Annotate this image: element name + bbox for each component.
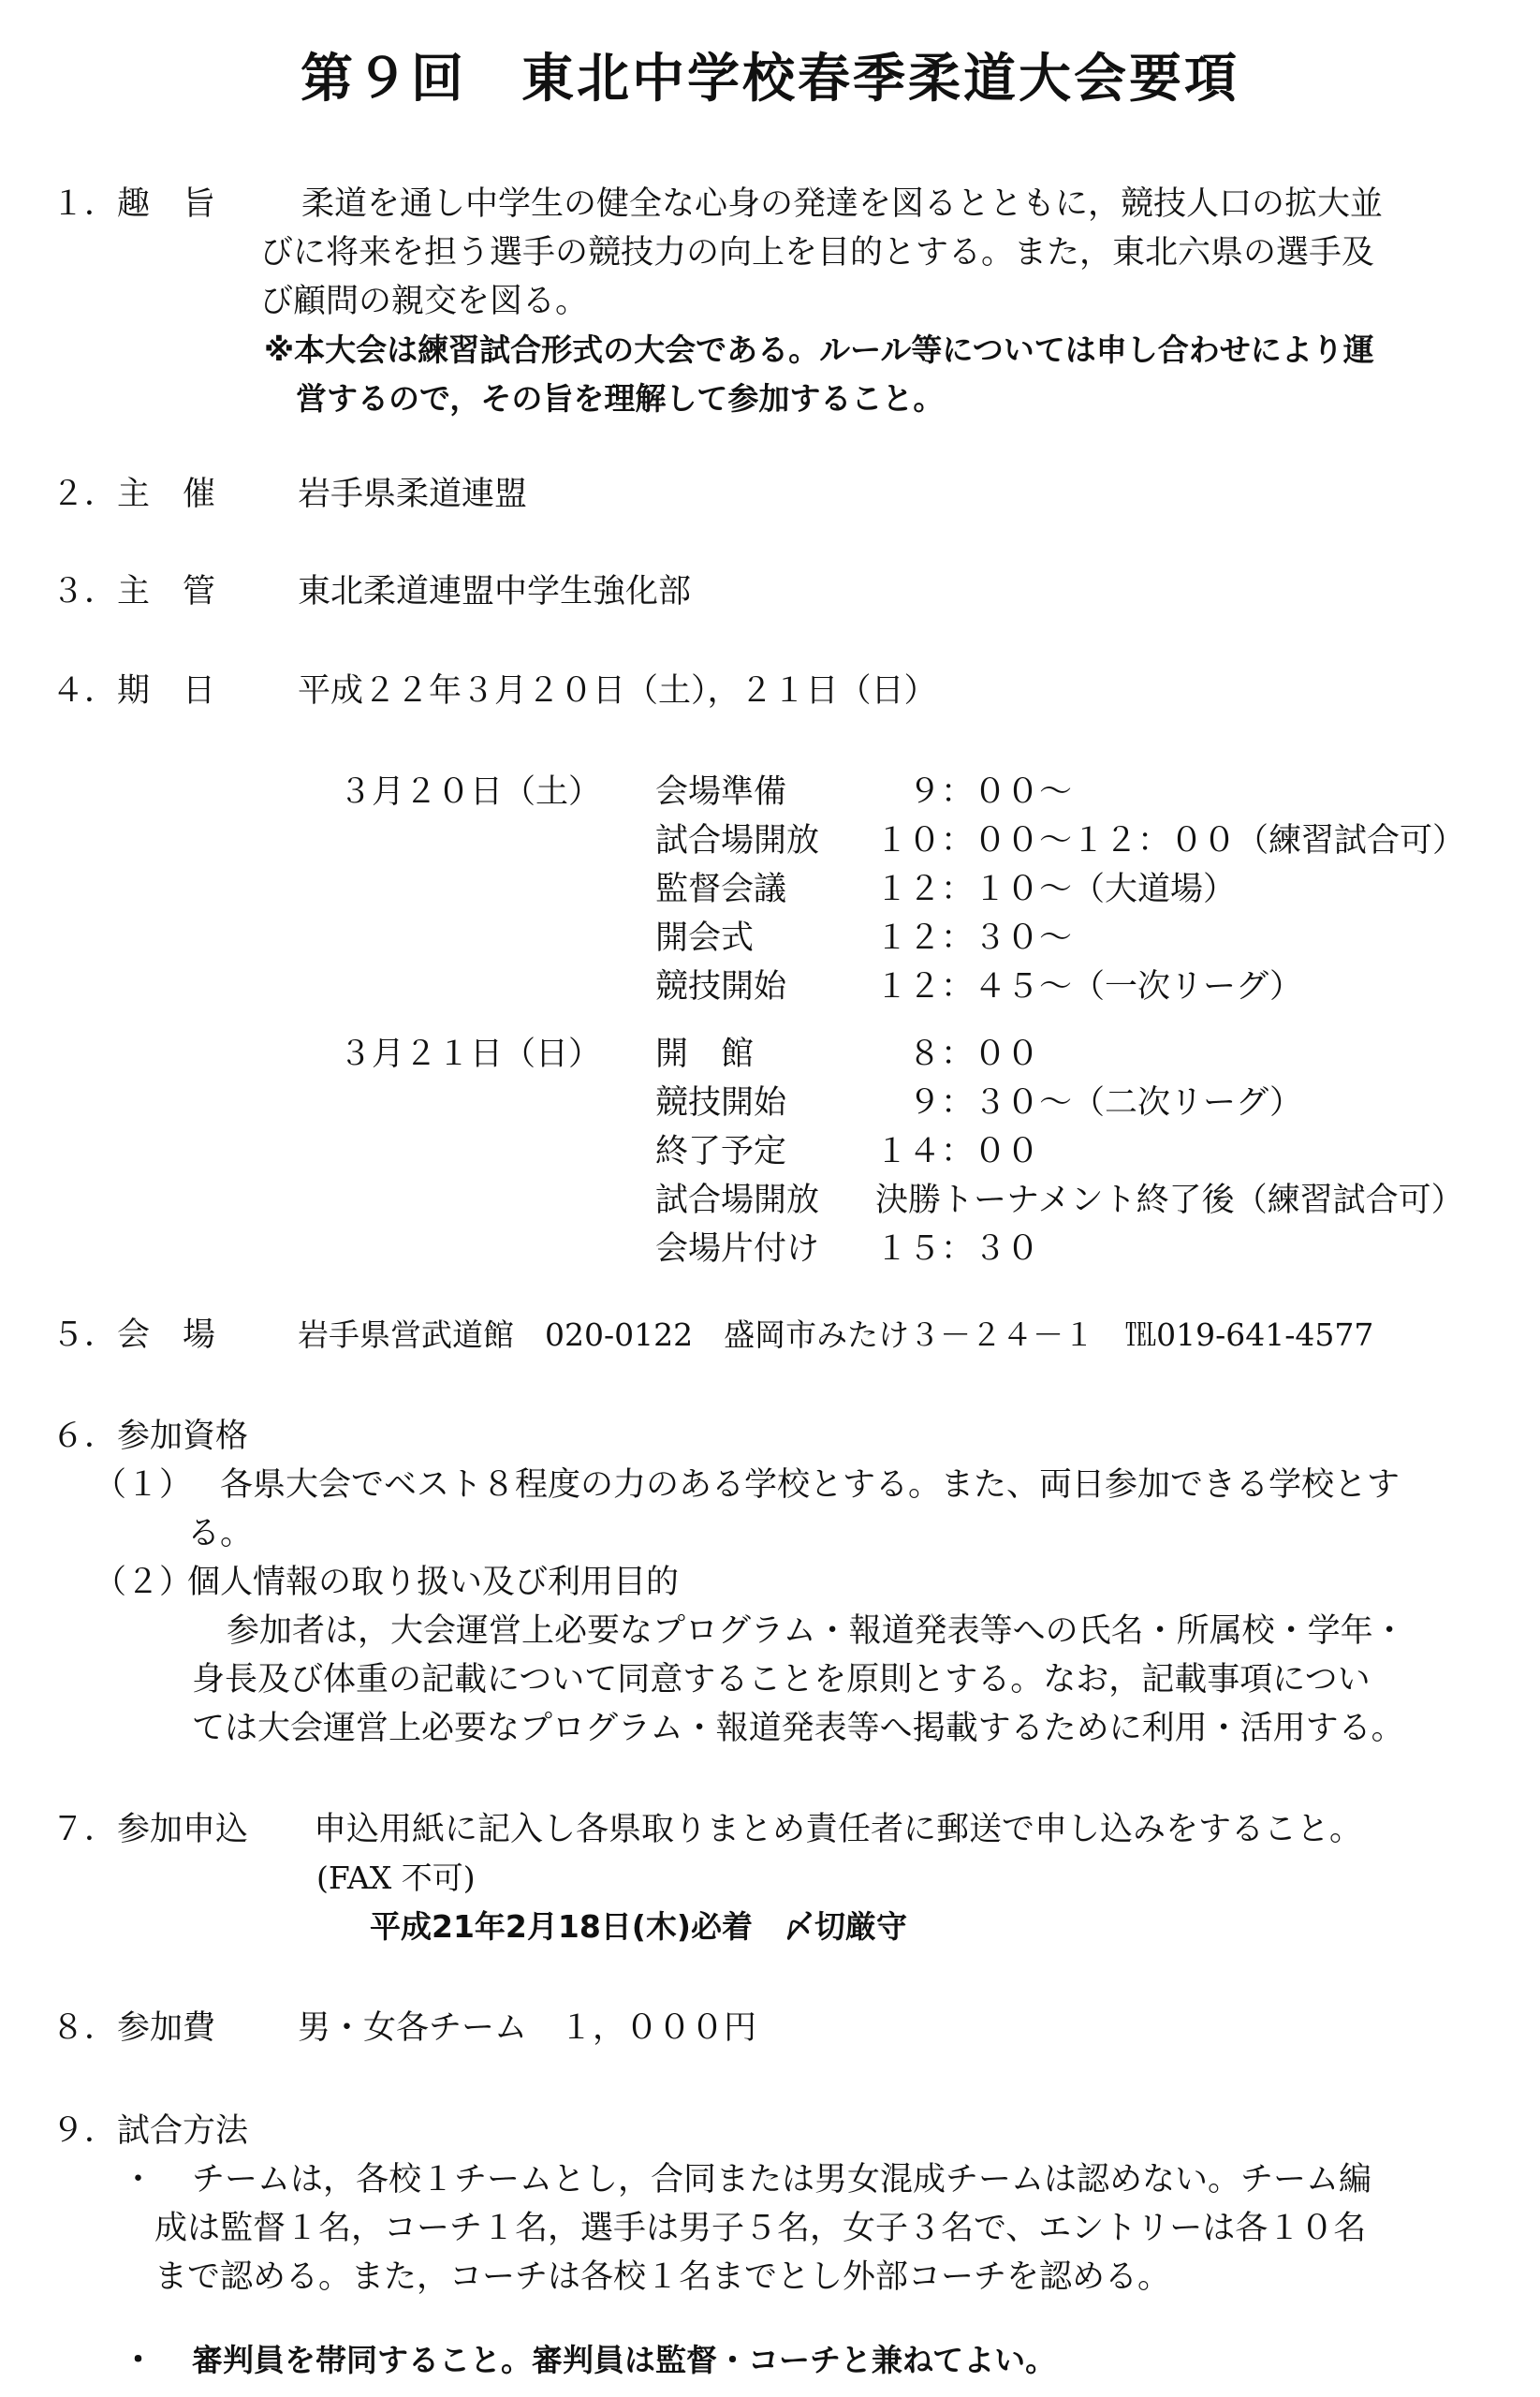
schedule-time: ８：００ [875,1036,1040,1073]
section-6-item-2-line1: 参加者は，大会運営上必要なプログラム・報道発表等への氏名・所属校・学年・ [227,1612,1406,1650]
section-2-number: ２．主 催 [51,476,216,513]
section-1-note-line1: ※本大会は練習試合形式の大会である。ルール等については申し合わせにより運 [264,331,1374,368]
section-9-line3: まで認める。また，コーチは各校１名までとし外部コーチを認める。 [154,2258,1171,2296]
bullet-mark: ・ [122,2342,155,2379]
section-5-text: 岩手県営武道館 020-0122 盛岡市みたけ３－２４－１ ℡019-641-4577 [298,1316,1374,1353]
section-7-number: ７．参加申込 [51,1811,249,1848]
schedule-time: １２：４５～（一次リーグ） [875,968,1303,1006]
section-1-text-line3: び顧問の親交を図る。 [260,283,589,320]
section-6-item-1-number: （１） [94,1466,193,1504]
schedule-time: １４：００ [875,1133,1040,1170]
section-9-line2: 成は監督１名，コーチ１名，選手は男子５名，女子３名で、エントリーは各１０名 [154,2210,1367,2247]
schedule-label: 終了予定 [655,1133,787,1170]
section-6-item-2-number: （２） [94,1564,193,1601]
section-5-number: ５．会 場 [51,1316,216,1354]
schedule-time: １２：３０～ [875,919,1073,957]
section-6-item-1-text-line2: る。 [187,1515,254,1552]
schedule-label: 監督会議 [655,871,787,908]
section-8-text: 男・女各チーム １，０００円 [298,2009,757,2047]
schedule-day-2: ３月２１日（日） [339,1036,602,1073]
section-9-line1: チームは，各校１チームとし，合同または男女混成チームは認めない。チーム編 [192,2161,1372,2198]
section-9-line4: 審判員を帯同すること。審判員は監督・コーチと兼ねてよい。 [192,2342,1057,2378]
section-6-item-2-line2: 身長及び体重の記載について同意することを原則とする。なお，記載事項につい [192,1661,1371,1698]
schedule-day-1: ３月２０日（土） [339,773,602,811]
section-1-text-line2: びに将来を担う選手の競技力の向上を目的とする。また，東北六県の選手及 [260,234,1375,272]
section-4-text: 平成２２年３月２０日（土），２１日（日） [298,672,937,710]
schedule-label: 会場準備 [655,773,787,811]
schedule-label: 開会式 [655,919,755,957]
section-7-deadline: 平成21年2月18日(木)必着 〆切厳守 [370,1908,907,1945]
section-9-number: ９．試合方法 [51,2112,249,2150]
bullet-mark: ・ [122,2161,155,2198]
section-1-note-line2: 営するので，その旨を理解して参加すること。 [296,380,945,417]
section-8-number: ８．参加費 [51,2009,216,2047]
section-6-item-1-text: 各県大会でベスト８程度の力のある学校とする。また、両日参加できる学校とす [220,1466,1401,1504]
section-3-number: ３．主 管 [51,573,216,610]
schedule-label: 試合場開放 [655,822,820,860]
section-7-text: 申込用紙に記入し各県取りまとめ責任者に郵送で申し込みをすること。 [314,1811,1363,1848]
section-1-text-line1: 柔道を通し中学生の健全な心身の発達を図るとともに，競技人口の拡大並 [301,185,1384,223]
section-6-item-2-title: 個人情報の取り扱い及び利用目的 [187,1564,680,1601]
section-2-text: 岩手県柔道連盟 [298,476,528,513]
schedule-label: 競技開始 [655,1084,787,1122]
schedule-label: 競技開始 [655,968,787,1006]
schedule-time: １５：３０ [875,1230,1040,1268]
section-3-text: 東北柔道連盟中学生強化部 [298,573,692,610]
section-6-number: ６．参加資格 [51,1418,249,1455]
schedule-time: 決勝トーナメント終了後（練習試合可） [875,1182,1464,1219]
schedule-label: 開 館 [655,1036,755,1073]
schedule-label: 試合場開放 [655,1182,820,1219]
schedule-time: ９：３０～（二次リーグ） [875,1084,1303,1122]
schedule-label: 会場片付け [655,1230,820,1268]
page-title: 第９回 東北中学校春季柔道大会要項 [301,49,1239,110]
section-6-item-2-line3: ては大会運営上必要なプログラム・報道発表等へ掲載するために利用・活用する。 [192,1710,1404,1747]
section-4-number: ４．期 日 [51,672,216,710]
schedule-time: １２：１０～（大道場） [875,871,1237,908]
section-7-fax-note: (FAX 不可) [316,1860,476,1896]
section-1-number: １．趣 旨 [51,185,216,223]
schedule-time: ９：００～ [875,773,1073,811]
schedule-time: １０：００～１２：００（練習試合可） [875,822,1466,860]
